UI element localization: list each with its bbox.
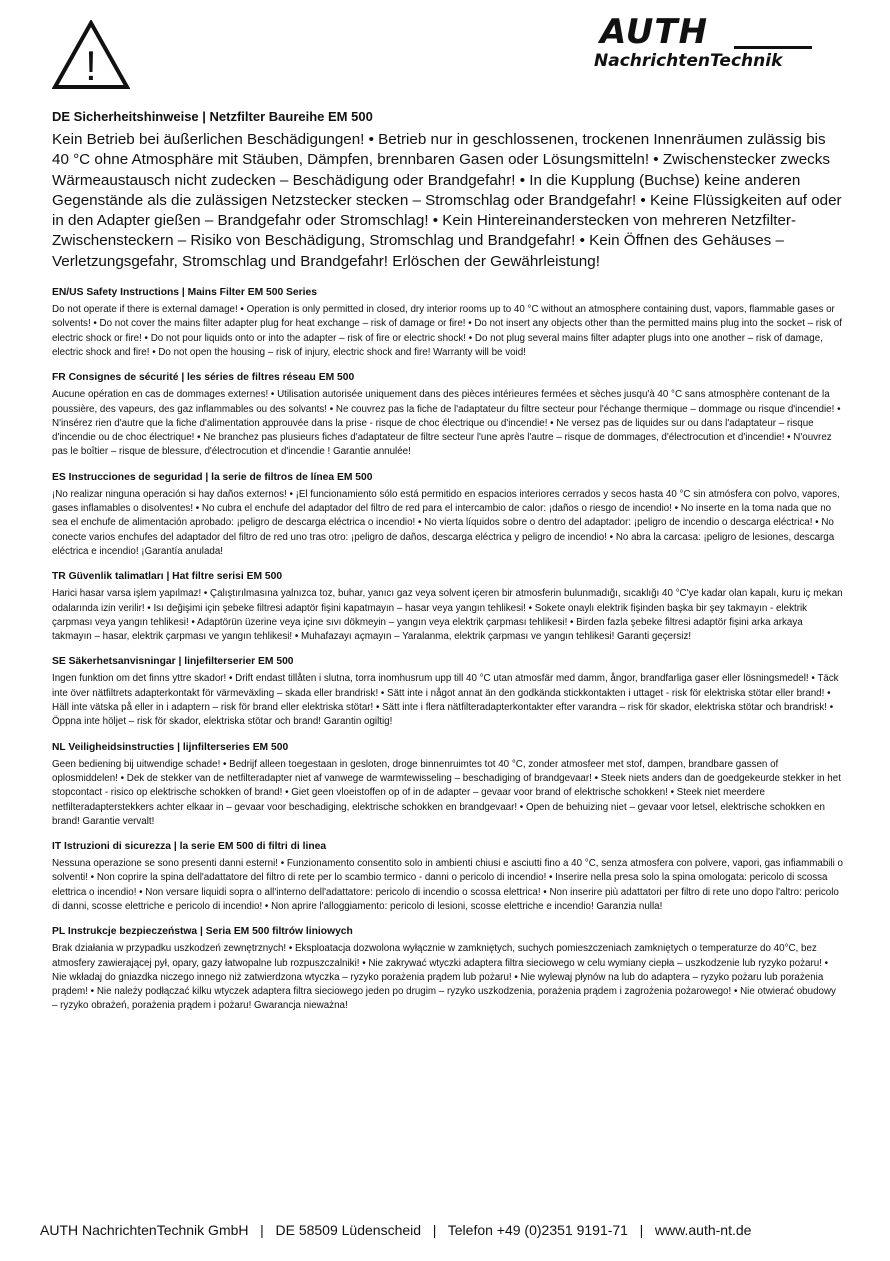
section-heading: ES Instrucciones de seguridad | la serie de filtros de línea EM 500 [52, 471, 373, 483]
section-heading: PL Instrukcje bezpieczeństwa | Seria EM 500 filtrów liniowych [52, 926, 353, 938]
section-body: Ingen funktion om det finns yttre skador! • Drift endast tillåten i slutna, torra inomhusrum upp till 40 °C utan atmosfär med damm, ångor, brandfarliga gaser eller lösningsmedel! • Täck inte över nätfiltrets adapterkontakt för värmeväxling – skada eller brandrisk! • Sätt inte i något annat än den godkända stickkontakten i uttaget - risk för elektriska stötar eller brand! • Häll inte vätska på eller in i adaptern – risk för brand eller elektriska stötar! • Sätt inte i flera nätfilteradapterkontakter efter varandra – risk för skador, elektriska stötar och brandrisk! • Öppna inte höljet – risk för skador, elektriska stötar och brand! Garantin ogiltig! [52, 673, 839, 728]
section-fr [52, 371, 844, 459]
footer-contact-line: AUTH NachrichtenTechnik GmbH | DE 58509 Lüdenscheid | Telefon +49 (0)2351 9191-71 | www.auth-nt.de [40, 1222, 752, 1238]
section-se [52, 655, 844, 729]
section-body: Kein Betrieb bei äußerlichen Beschädigungen! • Betrieb nur in geschlossenen, trockenen Innenräumen zulässig bis 40 °C ohne Atmosphäre mit Stäuben, Dämpfen, brennbaren Gasen oder Lösungsmitteln! • Zwischenstecker zwecks Wärmeaustausch nicht zudecken – Beschädigung oder Brandgefahr! • In die Kupplung (Buchse) keine anderen Gegenstände als die zulässigen Netzstecker stecken – Stromschlag oder Brandgefahr! • Keine Flüssigkeiten auf oder in den Adapter gießen – Brandgefahr oder Stromschlag! • Kein Hintereinanderstecken von mehreren Netzfilter-Zwischensteckern – Risiko von Beschädigung, Stromschlag und Brandgefahr! • Kein Öffnen des Gehäuses – Verletzungsgefahr, Stromschlag und Brandgefahr! Erlöschen der Gewährleistung! [52, 131, 842, 270]
section-heading: FR Consignes de sécurité | les séries de filtres réseau EM 500 [52, 372, 355, 384]
section-heading: TR Güvenlik talimatları | Hat filtre serisi EM 500 [52, 571, 283, 583]
section-body: Aucune opération en cas de dommages externes! • Utilisation autorisée uniquement dans des pièces intérieures fermées et sèches jusqu'à 40 °C sans atmosphère contenant de la poussière, des vapeurs, des gaz inflammables ou des solvants! • Ne couvrez pas la fiche de l'adaptateur du filtre secteur pour l'échange thermique – dommage ou risque d'incendie! • N'insérez rien d'autre que la fiche d'alimentation approuvée dans la prise - risque de choc électrique ou d'incendie! • Ne versez pas de liquides sur ou dans l'adaptateur – risque d'incendie ou de choc électrique! • Ne branchez pas plusieurs fiches d'adaptateur de filtre secteur l'une après l'autre – risque de dommages, d'électrocution et d'incendie! • N'ouvrez pas le boîtier – risque de blessure, d'électrocution et d'incendie ! Garantie annulée! [52, 389, 841, 458]
section-body: ¡No realizar ninguna operación si hay daños externos! • ¡El funcionamiento sólo está permitido en espacios interiores cerrados y secos hasta 40 °C sin atmósfera con polvo, vapores, gases inflamables o disolventes! • No cubra el enchufe del adaptador del filtro de red para el intercambio de calor: ¡daños o riesgo de incendio! • No inserte en la toma nada que no sea el enchufe de alimentación aprobado: ¡peligro de descarga eléctrica o incendio! • No vierta líquidos sobre o dentro del adaptador: ¡peligro de incendio o descarga eléctrica! • No conecte varios enchufes del adaptador del filtro de red uno tras otro: ¡peligro de daños, descarga eléctrica y peligro de incendio! • No abra la carcasa: ¡peligro de lesiones, descarga eléctrica e incendio! ¡Garantía anulada! [52, 488, 840, 557]
section-body: Harici hasar varsa işlem yapılmaz! • Çalıştırılmasına yalnızca toz, buhar, yanıcı gaz veya solvent içeren bir atmosferin bulunmadığı, sıcaklığı 40 °C'ye kadar olan kapalı, kuru iç mekan odalarında izin verilir! • Isı değişimi için şebeke filtresi adaptör fişini kapatmayın – hasar veya yangın tehlikesi! • Sokete onaylı elektrik fişinden başka bir şey takmayın - elektrik çarpması veya yangın tehlikesi! • Adaptörün üzerine veya içine sıvı dökmeyin – yangın veya elektrik çarpması tehlikesi! • Birden fazla şebeke filtresi adaptör fişini arka arkaya takmayın – hasar, elektrik çarpması ve yangın tehlikesi! • Muhafazayı açmayın – Yaralanma, elektrik çarpması ve yangın tehlikesi! Garanti geçersiz! [52, 588, 843, 643]
logo-underline [734, 46, 812, 49]
safety-content [52, 108, 844, 1025]
section-body: Nessuna operazione se sono presenti danni esterni! • Funzionamento consentito solo in ambienti chiusi e asciutti fino a 40 °C, senza atmosfera con polvere, vapori, gas infiammabili o solventi! • Non coprire la spina dell'adattatore del filtro di rete per lo scambio termico - danni o pericolo di incendio! • Inserire nella presa solo la spina omologata: pericolo di scossa elettrica o incendio! • Non versare liquidi sopra o all'interno dell'adattatore: pericolo di incendio o scossa elettrica! • Non inserire più adattatori per filtro di rete uno dopo l'altro: pericolo di danni, scosse elettriche e pericolo di incendio! • Non aprire l'alloggiamento: pericolo di lesioni, scosse elettriche e incendio! Garanzia nulla! [52, 858, 843, 912]
section-nl [52, 741, 844, 829]
section-en [52, 286, 844, 360]
section-heading: NL Veiligheidsinstructies | lijnfilterseries EM 500 [52, 741, 289, 753]
section-heading: EN/US Safety Instructions | Mains Filter EM 500 Series [52, 287, 317, 299]
logo-sub-text: NachrichtenTechnik [594, 51, 783, 71]
section-es [52, 471, 844, 559]
section-body: Brak działania w przypadku uszkodzeń zewnętrznych! • Eksploatacja dozwolona wyłącznie w zamkniętych, suchych pomieszczeniach zamkniętych o temperaturze do 40°C, bez atmosfery zawierającej pył, opary, gazy łatwopalne lub rozpuszczalniki! • Nie zakrywać wtyczki adaptera filtra sieciowego w celu wymiany ciepła – uszkodzenie lub ryzyko pożaru! • Nie wkładaj do gniazdka niczego innego niż zatwierdzona wtyczka – ryzyko porażenia prądem lub pożaru! • Nie wylewaj płynów na lub do adaptera – ryzyko pożaru lub porażenia prądem! • Nie należy podłączać kilku wtyczek adaptera filtra sieciowego jeden po drugim – ryzyko uszkodzenia, porażenia prądem i zagrożenia pożarowego! • Nie otwierać obudowy – ryzyko obrażeń, porażenia prądem i pożaru! Gwarancja nieważna! [52, 943, 836, 1012]
auth-logo [594, 12, 824, 76]
section-pl [52, 925, 844, 1013]
section-heading: DE Sicherheitshinweise | Netzfilter Baureihe EM 500 [52, 109, 373, 124]
section-it [52, 840, 844, 914]
section-body: Geen bediening bij uitwendige schade! • Bedrijf alleen toegestaan in gesloten, droge binnenruimtes tot 40 °C, zonder atmosfeer met stof, dampen, brandbare gassen of oplosmiddelen! • Dek de stekker van de netfilteradapter niet af vanwege de warmtewisseling – beschadiging of brandgevaar! • Steek niets anders dan de goedgekeurde stekker in het stopcontact - risico op elektrische schokken of brand! • Giet geen vloeistoffen op of in de adapter – gevaar voor brand of elektrische schokken! • Steek niet meerdere netfilteradapterstekkers achter elkaar in – gevaar voor beschadiging, elektrische schokken en brandgevaar! • Open de behuizing niet – gevaar voor letsel, elektrische schokken en brand! Garantie vervalt! [52, 758, 841, 827]
section-tr [52, 570, 844, 644]
warning-exclamation: ! [85, 42, 97, 89]
section-body: Do not operate if there is external damage! • Operation is only permitted in closed, dry interior rooms up to 40 °C without an atmosphere containing dust, vapors, flammable gases or solvents! • Do not cover the mains filter adapter plug for heat exchange – risk of damage or fire! • Do not insert any objects other than the permitted mains plug into the socket – risk of electric shock or fire! • Do not pour liquids onto or into the adapter – risk of fire or electric shock! • Do not plug several mains filter adapter plugs into one another – risk of damage, electric shock and fire! • Do not open the housing – risk of injury, electric shock and fire! Warranty will be void! [52, 304, 842, 358]
section-de [52, 108, 844, 272]
section-heading: IT Istruzioni di sicurezza | la serie EM 500 di filtri di linea [52, 841, 327, 853]
logo-main-text: AUTH [600, 12, 709, 52]
warning-triangle-icon [52, 20, 130, 90]
section-heading: SE Säkerhetsanvisningar | linjefilterserier EM 500 [52, 656, 294, 668]
